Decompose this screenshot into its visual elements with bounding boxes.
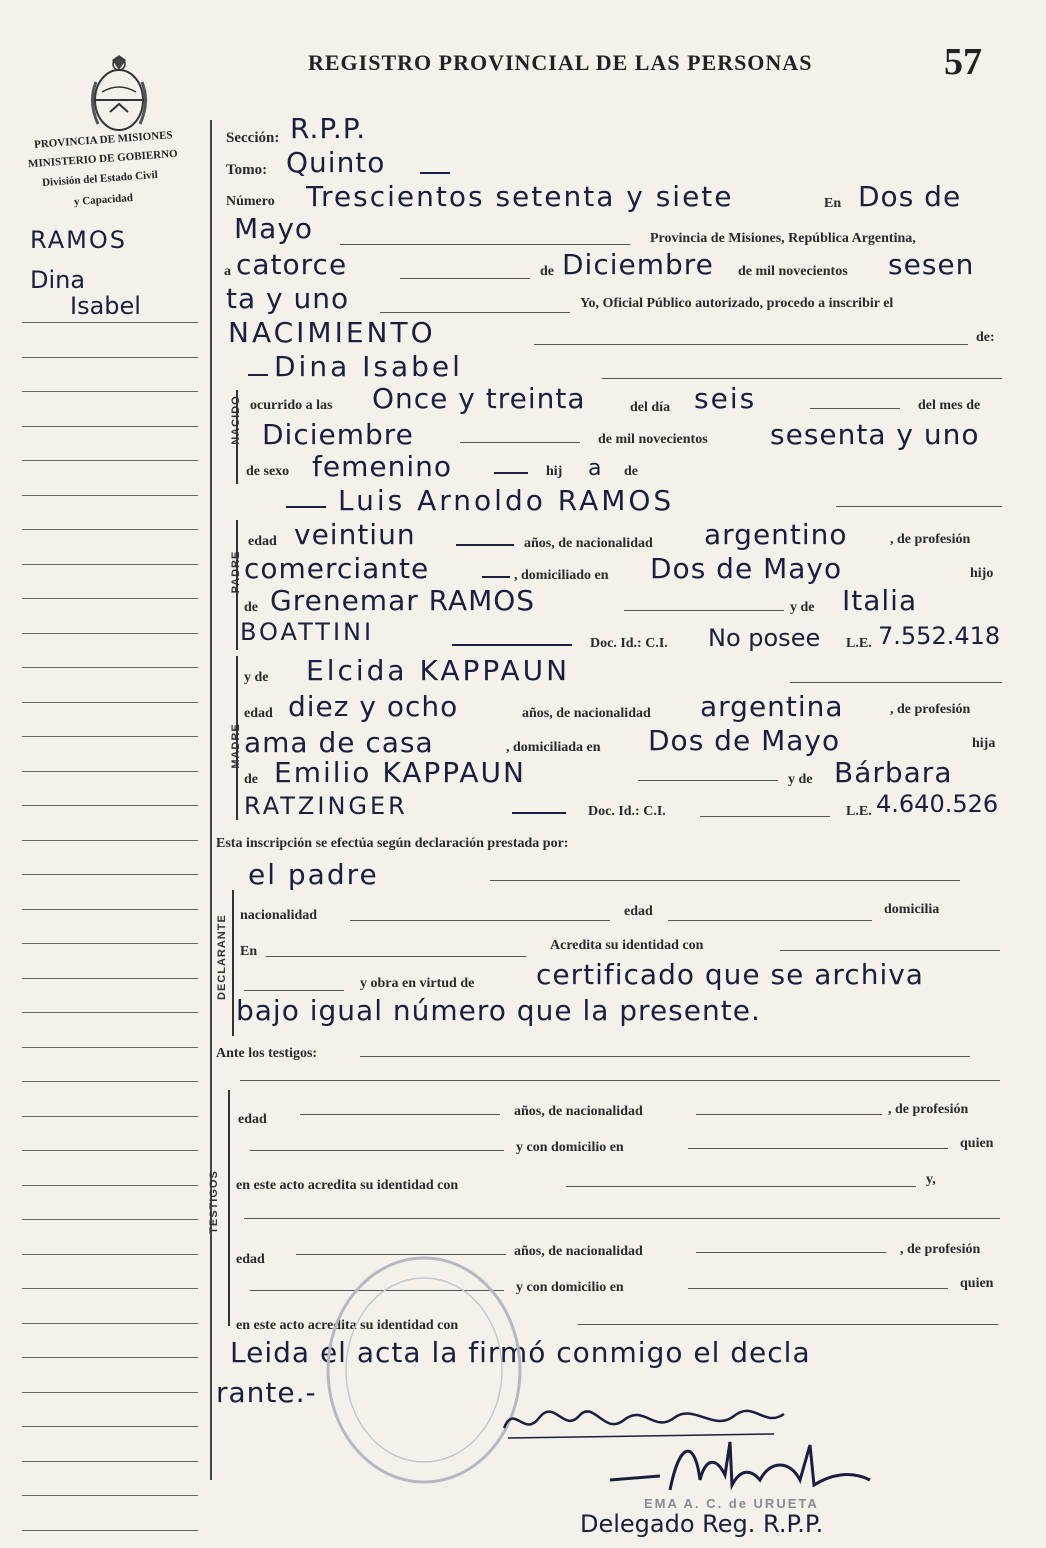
value-sexo: femenino [312,450,452,483]
margin-line [22,667,198,668]
official-seal-icon [322,1252,526,1488]
label-hij: hij [546,464,563,479]
value-firma-cargo: Delegado Reg. R.P.P. [580,1510,824,1538]
margin-line [22,1047,198,1048]
label-le: L.E. [846,636,872,651]
value-anio2: ta y uno [226,282,350,315]
label-ocurrido: ocurrido a las [250,398,333,413]
issuer-province: PROVINCIA DE MISIONES [33,129,173,151]
stamp-name: EMA A. C. de URUETA [644,1496,819,1511]
issuer-capacity: y Capacidad [73,191,134,209]
value-abuela-m2: RATZINGER [244,792,408,820]
label-prof: , de profesión [888,1102,969,1117]
fill-line [460,442,580,443]
margin-line [22,564,198,565]
declarante-bracket [232,890,234,1036]
label-edad: edad [238,1112,267,1127]
fill-line [244,1218,1000,1219]
value-lugar1: Dos de [858,180,962,213]
page-number: 57 [944,41,982,83]
fill-line [602,378,1002,379]
label-edad: edad [624,904,653,919]
margin-line [22,1392,198,1393]
margin-line [22,1012,198,1013]
margin-line [22,909,198,910]
margin-line [22,771,198,772]
label-anios-nac: años, de nacionalidad [514,1244,643,1259]
value-abuela-m1: Bárbara [834,756,953,789]
label-prof: , de profesión [900,1242,981,1257]
margin-line [22,1081,198,1082]
value-numero: Trescientos setenta y siete [306,180,734,213]
coat-of-arms-icon [84,52,154,134]
label-acredita: Acredita su identidad con [550,938,704,953]
margin-line [22,322,198,323]
label-y-de: y de [244,670,269,685]
fill-dash [420,172,450,174]
margin-line [22,1495,198,1496]
label-de-mil-nov2: de mil novecientos [598,432,708,447]
label-yo-oficial: Yo, Oficial Público autorizado, procedo a inscribir el [580,296,894,311]
margin-surname: RAMOS [30,226,127,254]
label-acto: en este acto acredita su identidad con [236,1178,459,1193]
value-madre-nac: argentina [700,690,844,723]
fill-dash [286,506,326,508]
margin-line [22,1116,198,1117]
value-mes: Diciembre [562,248,714,281]
margin-line [22,1461,198,1462]
margin-line [22,598,198,599]
issuer-ministry: MINISTERIO DE GOBIERNO [27,147,179,171]
label-de: de [540,264,554,279]
label-domicilia: domicilia [884,902,940,917]
margin-line [22,357,198,358]
label-y-de: y de [788,772,813,787]
margin-line [22,805,198,806]
value-obra1: certificado que se archiva [536,958,924,991]
label-nacionalidad: nacionalidad [240,908,318,923]
label-hija: hija [972,736,996,751]
margin-line [22,1530,198,1531]
document-title: REGISTRO PROVINCIAL DE LAS PERSONAS [308,50,813,75]
value-lugar2: Mayo [234,212,314,245]
value-madre-dom: Dos de Mayo [648,724,841,757]
label-declaracion: Esta inscripción se efectúa según declaración prestada por: [216,836,569,851]
label-le: L.E. [846,804,872,819]
fill-line [400,278,530,279]
margin-border [210,120,212,1480]
fill-line [566,1186,916,1187]
value-cierre1: Leida el acta la firmó conmigo el decla [230,1336,811,1369]
margin-line [22,736,198,737]
margin-name1: Dina [30,266,86,294]
label-de: de [244,772,258,787]
label-anios-nac: años, de nacionalidad [514,1104,643,1119]
value-mes-nac: Diciembre [262,418,414,451]
margin-line [22,529,198,530]
label-de: de [624,464,638,479]
label-seccion: Sección: [226,130,280,146]
value-obra2: bajo igual número que la presente. [236,994,761,1027]
label-quien: quien [960,1136,994,1151]
fill-line [350,920,610,921]
label-edad: edad [248,534,277,549]
label-doc-id: Doc. Id.: C.I. [590,636,668,651]
value-tomo: Quinto [286,146,386,179]
value-anio-nac: sesenta y uno [770,418,980,451]
fill-dash [248,374,268,376]
fill-dash [456,544,514,546]
margin-line [22,1219,198,1220]
value-padre-nac: argentino [704,518,848,551]
margin-line [22,1426,198,1427]
fill-line [688,1148,948,1149]
value-dia-nac: seis [694,382,757,415]
value-padre-ci: No posee [708,624,821,652]
fill-dash [482,576,510,578]
section-label-nacido: NACIDO [230,395,242,445]
label-ante: Ante los testigos: [216,1046,318,1061]
fill-line [360,1056,970,1057]
value-madre-edad: diez y ocho [288,690,459,723]
testigos-bracket [228,1090,230,1326]
section-label-testigos: TESTIGOS [208,1170,220,1234]
value-padre-dom: Dos de Mayo [650,552,843,585]
value-padre-le: 7.552.418 [878,622,1001,650]
label-edad: edad [244,706,273,721]
margin-line [22,1357,198,1358]
label-de-mil-nov: de mil novecientos [738,264,848,279]
margin-line [22,978,198,979]
margin-line [22,874,198,875]
fill-line [780,950,1000,951]
label-y-de: y de [790,600,815,615]
fill-line [340,244,630,245]
fill-line [696,1252,886,1253]
label-a: a [224,264,231,279]
value-abuelo-p: Grenemar RAMOS [270,584,536,617]
fill-line [638,780,778,781]
fill-line [688,1288,948,1289]
label-obra: y obra en virtud de [360,976,475,991]
value-dia: catorce [236,248,348,281]
value-padre: Luis Arnoldo RAMOS [338,484,675,517]
value-madre-le: 4.640.526 [876,790,999,818]
value-cierre2: rante.- [216,1376,317,1409]
fill-line [700,816,830,817]
value-abuela-p2: BOATTINI [240,618,375,646]
fill-line [836,506,1002,507]
margin-line [22,943,198,944]
margin-line [22,702,198,703]
label-hijo: hijo [970,566,994,581]
fill-line [380,312,570,313]
value-seccion: R.P.P. [290,112,367,145]
section-label-padre: PADRE [230,550,242,594]
label-con-domicilio: y con domicilio en [516,1140,624,1155]
fill-line [578,1324,998,1325]
label-edad: edad [236,1252,265,1267]
value-padre-edad: veintiun [294,518,416,551]
margin-name2: Isabel [70,292,141,320]
label-quien: quien [960,1276,994,1291]
fill-line [266,956,526,957]
label-doc-id: Doc. Id.: C.I. [588,804,666,819]
margin-line [22,1185,198,1186]
fill-line [300,1114,500,1115]
issuer-division: División del Estado Civil [41,168,159,190]
fill-line [250,1150,504,1151]
value-sexo-suffix: a [588,456,602,481]
fill-line [624,610,784,611]
value-abuelo-m: Emilio KAPPAUN [274,756,526,789]
label-prof: , de profesión [890,532,971,547]
fill-dash [494,472,528,474]
margin-line [22,1254,198,1255]
label-anios-nac: años, de nacionalidad [522,706,651,721]
margin-line [22,840,198,841]
margin-line [22,495,198,496]
value-madre-prof: ama de casa [244,726,434,759]
label-con-domicilio: y con domicilio en [516,1280,624,1295]
value-anio1: sesen [888,248,975,281]
label-tomo: Tomo: [226,162,268,178]
margin-line [22,1288,198,1289]
label-acto: en este acto acredita su identidad con [236,1318,459,1333]
label-prof: , de profesión [890,702,971,717]
value-madre: Elcida KAPPAUN [306,654,571,687]
label-del-mes: del mes de [918,398,981,413]
fill-line [490,880,960,881]
label-provincia: Provincia de Misiones, República Argentina, [650,231,916,246]
value-nombre: Dina Isabel [274,350,463,383]
margin-line [22,426,198,427]
margin-line [22,1150,198,1151]
section-label-declarante: DECLARANTE [216,914,228,1000]
fill-line [240,1080,1000,1081]
value-declarante: el padre [248,858,379,891]
label-en: En [240,944,258,959]
fill-line [790,682,1002,683]
label-en: En [824,196,842,211]
signature-official [600,1430,900,1500]
margin-line [22,1323,198,1324]
fill-dash [512,812,566,814]
value-acto: NACIMIENTO [228,316,436,349]
label-domiciliada: , domiciliada en [506,740,601,755]
fill-line [696,1114,882,1115]
label-sexo: de sexo [246,464,290,479]
section-label-madre: MADRE [230,723,242,769]
fill-dash [452,644,572,646]
label-de-colon: de: [976,330,995,345]
margin-line [22,633,198,634]
value-hora: Once y treinta [372,382,586,415]
label-numero: Número [226,194,275,209]
label-anios-nac: años, de nacionalidad [524,536,653,551]
fill-line [668,920,872,921]
margin-line [22,460,198,461]
fill-line [534,344,968,345]
label-de: de [244,600,258,615]
label-y-coma: y, [926,1172,936,1187]
label-del-dia: del día [630,400,671,415]
fill-line [244,990,344,991]
fill-line [810,408,900,409]
label-domiciliado: , domiciliado en [514,568,609,583]
value-padre-prof: comerciante [244,552,430,585]
value-abuela-p1: Italia [842,584,918,617]
margin-line [22,391,198,392]
